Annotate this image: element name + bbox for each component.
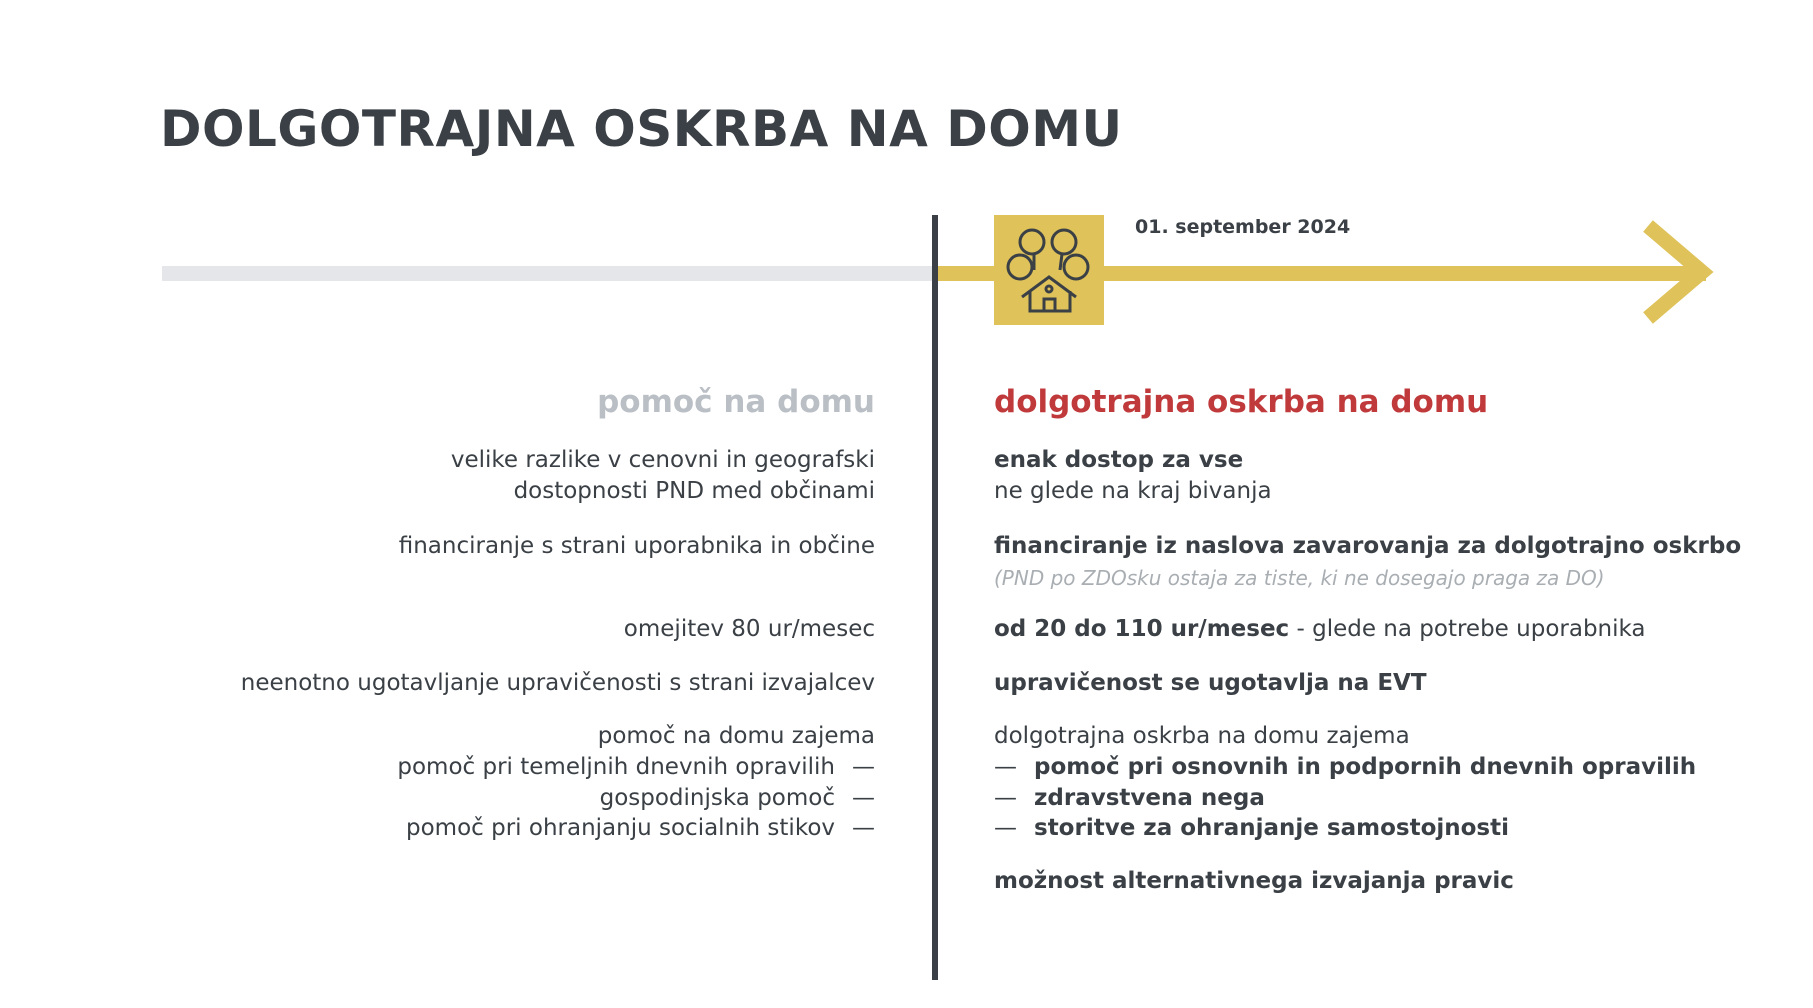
access-sub: ne glede na kraj bivanja — [994, 478, 1272, 504]
left-row: pomoč na domu zajema — [597, 723, 875, 749]
milestone-date: 01. september 2024 — [1135, 216, 1351, 238]
right-list-item — [994, 754, 1696, 780]
page-title: DOLGOTRAJNA OSKRBA NA DOMU — [160, 100, 1123, 158]
left-list-item — [397, 754, 875, 780]
includes: dolgotrajna oskrba na domu zajema — [994, 723, 1410, 749]
hours-bold: od 20 do 110 ur/mesec — [994, 616, 1290, 642]
dash: — — [994, 815, 1017, 841]
dash: — — [852, 785, 875, 811]
item-text: storitve za ohranjanje samostojnosti — [1034, 815, 1509, 841]
right-heading: dolgotrajna oskrba na domu — [994, 384, 1489, 420]
item-text: pomoč pri osnovnih in podpornih dnevnih opravilih — [1034, 754, 1697, 780]
dash: — — [994, 785, 1017, 811]
left-row: financiranje s strani uporabnika in občine — [398, 533, 875, 559]
item-text: zdravstvena nega — [1034, 785, 1265, 811]
left-row: velike razlike v cenovni in geografski — [450, 447, 875, 473]
hours-rest: - glede na potrebe uporabnika — [1289, 616, 1646, 642]
access-bold: enak dostop za vse — [994, 447, 1244, 473]
left-row: omejitev 80 ur/mesec — [623, 616, 875, 642]
timeline-divider — [932, 215, 938, 980]
left-heading: pomoč na domu — [597, 384, 875, 420]
financing: financiranje iz naslova zavarovanja za dolgotrajno oskrbo — [994, 533, 1742, 559]
alternative: možnost alternativnega izvajanja pravic — [994, 868, 1514, 894]
item-text: gospodinjska pomoč — [599, 785, 835, 811]
item-text: pomoč pri temeljnih dnevnih opravilih — [397, 754, 835, 780]
item-text: pomoč pri ohranjanju socialnih stikov — [406, 815, 835, 841]
left-row: neenotno ugotavljanje upravičenosti s strani izvajalcev — [240, 670, 875, 696]
dash: — — [994, 754, 1017, 780]
left-list-item — [600, 785, 875, 811]
dash: — — [852, 754, 875, 780]
hours — [994, 616, 1646, 642]
arrow-head-icon — [1640, 220, 1720, 325]
financing-note: (PND po ZDOsku ostaja za tiste, ki ne dosegajo praga za DO) — [994, 566, 1605, 590]
milestone-box — [994, 215, 1104, 325]
timeline-past-bar — [162, 266, 934, 281]
left-list-item — [406, 815, 875, 841]
right-list-item — [994, 785, 1265, 811]
eligibility: upravičenost se ugotavlja na EVT — [994, 670, 1427, 696]
dash: — — [852, 815, 875, 841]
house-with-trees-icon — [994, 215, 1104, 325]
right-list-item — [994, 815, 1509, 841]
left-row: dostopnosti PND med občinami — [513, 478, 875, 504]
